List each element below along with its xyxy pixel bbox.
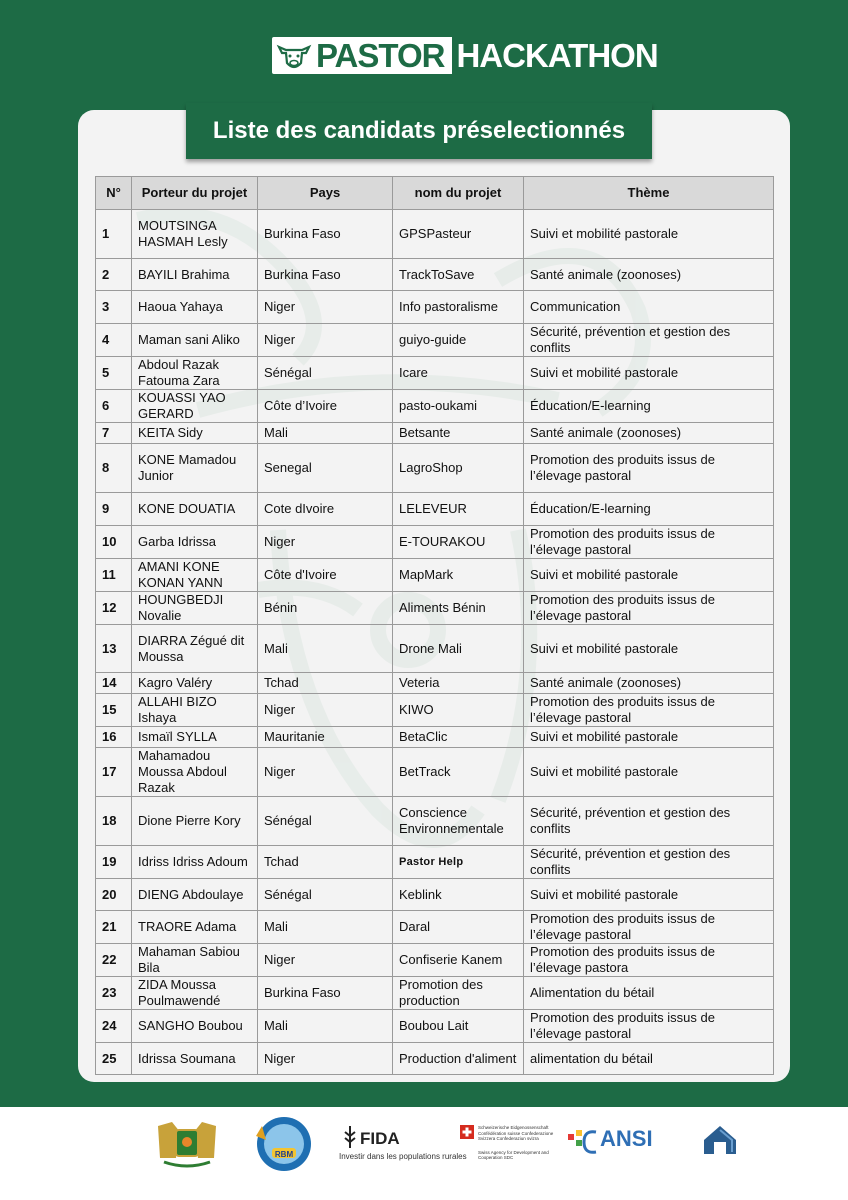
cell-number: 10 (96, 526, 132, 559)
cell-project: Production d'aliment (393, 1043, 524, 1075)
cell-theme: Promotion des produits issus de l’élevage pastoral (524, 526, 774, 559)
table-row (96, 357, 774, 390)
cell-project: TrackToSave (393, 259, 524, 291)
cell-theme: Suivi et mobilité pastorale (524, 879, 774, 911)
cell-number: 13 (96, 625, 132, 673)
fida-tagline: Investir dans les populations rurales (339, 1152, 467, 1161)
table-row (96, 1043, 774, 1075)
cell-project: Icare (393, 357, 524, 390)
cell-project: Drone Mali (393, 625, 524, 673)
cell-project: KIWO (393, 694, 524, 727)
cell-project: Info pastoralisme (393, 291, 524, 324)
cell-number: 19 (96, 846, 132, 879)
cell-country: Niger (258, 324, 393, 357)
cell-holder: TRAORE Adama (132, 911, 258, 944)
cell-number: 14 (96, 673, 132, 694)
page-title: Liste des candidats préselectionnés (186, 103, 652, 159)
cell-country: Niger (258, 694, 393, 727)
candidates-table (95, 176, 774, 1075)
cell-project: Promotion des production (393, 977, 524, 1010)
cell-country: Cote dIvoire (258, 493, 393, 526)
cell-holder: MOUTSINGA HASMAH Lesly (132, 210, 258, 259)
cell-holder: DIENG Abdoulaye (132, 879, 258, 911)
cell-theme: Alimentation du bétail (524, 977, 774, 1010)
cell-holder: DIARRA Zégué dit Moussa (132, 625, 258, 673)
table-row (96, 977, 774, 1010)
cell-holder: Idrissa Soumana (132, 1043, 258, 1075)
cell-country: Niger (258, 291, 393, 324)
cell-theme: Promotion des produits issus de l’élevage pastoral (524, 444, 774, 493)
cell-holder: Ismaïl SYLLA (132, 727, 258, 748)
table-row (96, 559, 774, 592)
header-project-name: nom du projet (393, 177, 524, 210)
cell-country: Sénégal (258, 797, 393, 846)
cell-country: Sénégal (258, 357, 393, 390)
cell-project: Daral (393, 911, 524, 944)
cell-project: Aliments Bénin (393, 592, 524, 625)
cell-project: BetTrack (393, 748, 524, 797)
table-row (96, 1010, 774, 1043)
cell-number: 4 (96, 324, 132, 357)
cell-holder: KOUASSI YAO GERARD (132, 390, 258, 423)
cell-project: MapMark (393, 559, 524, 592)
cell-holder: Kagro Valéry (132, 673, 258, 694)
table-header-row (96, 177, 774, 210)
pastor-hackathon-logo (272, 37, 658, 74)
table-row (96, 444, 774, 493)
cell-theme: Promotion des produits issus de l’élevage pastora (524, 944, 774, 977)
cell-holder: Garba Idrissa (132, 526, 258, 559)
cell-holder: KEITA Sidy (132, 423, 258, 444)
cell-holder: ZIDA Moussa Poulmawendé (132, 977, 258, 1010)
cell-project: Confiserie Kanem (393, 944, 524, 977)
table-row (96, 846, 774, 879)
cell-country: Niger (258, 1043, 393, 1075)
cell-holder: Haoua Yahaya (132, 291, 258, 324)
cell-country: Tchad (258, 846, 393, 879)
cell-theme: Sécurité, prévention et gestion des conflits (524, 846, 774, 879)
cell-number: 16 (96, 727, 132, 748)
cell-number: 18 (96, 797, 132, 846)
cell-country: Niger (258, 748, 393, 797)
table-row (96, 423, 774, 444)
brand-part-pastor: PASTOR (316, 37, 445, 74)
cell-country: Côte d'Ivoire (258, 559, 393, 592)
cell-country: Mali (258, 911, 393, 944)
cell-country: Burkina Faso (258, 977, 393, 1010)
cell-project: E-TOURAKOU (393, 526, 524, 559)
cell-country: Sénégal (258, 879, 393, 911)
cell-number: 24 (96, 1010, 132, 1043)
cell-theme: Communication (524, 291, 774, 324)
cell-number: 25 (96, 1043, 132, 1075)
cell-theme: Promotion des produits issus de l’élevage pastoral (524, 592, 774, 625)
cell-holder: Abdoul Razak Fatouma Zara (132, 357, 258, 390)
table-row (96, 526, 774, 559)
cell-holder: SANGHO Boubou (132, 1010, 258, 1043)
rbm-logo-icon (250, 1114, 314, 1174)
ansi-logo-text: ANSI (600, 1126, 653, 1151)
cell-theme: Suivi et mobilité pastorale (524, 559, 774, 592)
table-row (96, 879, 774, 911)
cell-theme: alimentation du bétail (524, 1043, 774, 1075)
table-row (96, 673, 774, 694)
cell-country: Mali (258, 625, 393, 673)
cell-holder: AMANI KONE KONAN YANN (132, 559, 258, 592)
cell-holder: BAYILI Brahima (132, 259, 258, 291)
cell-number: 7 (96, 423, 132, 444)
table-row (96, 944, 774, 977)
brand-part-hackathon: HACKATHON (456, 37, 658, 74)
cell-number: 22 (96, 944, 132, 977)
table-row (96, 210, 774, 259)
cell-number: 2 (96, 259, 132, 291)
fida-logo-text: FIDA (360, 1129, 400, 1148)
cell-project: LELEVEUR (393, 493, 524, 526)
table-row (96, 727, 774, 748)
cell-holder: Maman sani Aliko (132, 324, 258, 357)
cell-country: Côte d’Ivoire (258, 390, 393, 423)
cell-number: 17 (96, 748, 132, 797)
cell-number: 3 (96, 291, 132, 324)
cell-theme: Sécurité, prévention et gestion des conflits (524, 324, 774, 357)
cell-holder: Mahaman Sabiou Bila (132, 944, 258, 977)
cell-holder: ALLAHI BIZO Ishaya (132, 694, 258, 727)
cell-theme: Santé animale (zoonoses) (524, 259, 774, 291)
table-row (96, 259, 774, 291)
cell-theme: Éducation/E-learning (524, 493, 774, 526)
table-row (96, 911, 774, 944)
cell-country: Mali (258, 1010, 393, 1043)
cell-number: 8 (96, 444, 132, 493)
cow-icon (276, 41, 312, 71)
cell-holder: HOUNGBEDJI Novalie (132, 592, 258, 625)
swiss-confederation-text (478, 1125, 558, 1161)
cell-country: Burkina Faso (258, 210, 393, 259)
cell-project: Pastor Help (393, 846, 524, 879)
cell-project: Veteria (393, 673, 524, 694)
cell-theme: Suivi et mobilité pastorale (524, 210, 774, 259)
cell-project: Boubou Lait (393, 1010, 524, 1043)
table-row (96, 592, 774, 625)
cell-country: Bénin (258, 592, 393, 625)
cell-country: Niger (258, 944, 393, 977)
cell-number: 11 (96, 559, 132, 592)
cell-theme: Promotion des produits issus de l’élevage pastoral (524, 1010, 774, 1043)
rbm-text: RBM (274, 1150, 294, 1159)
cell-theme: Promotion des produits issus de l’élevage pastoral (524, 694, 774, 727)
cell-holder: KONE Mamadou Junior (132, 444, 258, 493)
cell-theme: Suivi et mobilité pastorale (524, 727, 774, 748)
cell-project: Conscience Environnementale (393, 797, 524, 846)
cell-holder: Idriss Idriss Adoum (132, 846, 258, 879)
cell-theme: Suivi et mobilité pastorale (524, 748, 774, 797)
cell-theme: Suivi et mobilité pastorale (524, 357, 774, 390)
table-row (96, 694, 774, 727)
cell-theme: Suivi et mobilité pastorale (524, 625, 774, 673)
cell-theme: Promotion des produits issus de l’élevage pastoral (524, 911, 774, 944)
swiss-sdc: Swiss Agency for Development and Cooperation SDC (478, 1149, 549, 1160)
cell-country: Tchad (258, 673, 393, 694)
cell-holder: Mahamadou Moussa Abdoul Razak (132, 748, 258, 797)
header-theme: Thème (524, 177, 774, 210)
cell-project: BetaClic (393, 727, 524, 748)
cell-project: Keblink (393, 879, 524, 911)
table-row (96, 493, 774, 526)
cell-theme: Sécurité, prévention et gestion des conflits (524, 797, 774, 846)
swiss-lines: Schweizerische Eidgenossenschaft Confédération suisse Confederazione Svizzera Confederaziun svizra (478, 1125, 554, 1141)
ansi-symbol-icon (566, 1126, 598, 1156)
house-logo-icon (702, 1124, 738, 1156)
cell-theme: Santé animale (zoonoses) (524, 423, 774, 444)
cell-project: LagroShop (393, 444, 524, 493)
cell-number: 1 (96, 210, 132, 259)
cell-number: 15 (96, 694, 132, 727)
table-row (96, 390, 774, 423)
cell-country: Burkina Faso (258, 259, 393, 291)
cell-project: Betsante (393, 423, 524, 444)
cell-holder: Dione Pierre Kory (132, 797, 258, 846)
cell-number: 23 (96, 977, 132, 1010)
header-number: N° (96, 177, 132, 210)
cell-number: 20 (96, 879, 132, 911)
cell-country: Mali (258, 423, 393, 444)
cell-number: 21 (96, 911, 132, 944)
cell-number: 12 (96, 592, 132, 625)
cell-number: 5 (96, 357, 132, 390)
cell-holder: KONE DOUATIA (132, 493, 258, 526)
table-row (96, 625, 774, 673)
table-row (96, 324, 774, 357)
table-row (96, 291, 774, 324)
cell-country: Mauritanie (258, 727, 393, 748)
cell-number: 9 (96, 493, 132, 526)
header-project-holder: Porteur du projet (132, 177, 258, 210)
cell-theme: Santé animale (zoonoses) (524, 673, 774, 694)
cell-number: 6 (96, 390, 132, 423)
cell-project: GPSPasteur (393, 210, 524, 259)
fida-wheat-icon (341, 1124, 359, 1150)
cell-country: Senegal (258, 444, 393, 493)
cell-project: guiyo-guide (393, 324, 524, 357)
cell-country: Niger (258, 526, 393, 559)
swiss-flag-icon (460, 1125, 474, 1139)
cell-theme: Éducation/E-learning (524, 390, 774, 423)
table-row (96, 748, 774, 797)
niger-coat-of-arms-icon (150, 1118, 224, 1170)
cell-project: pasto-oukami (393, 390, 524, 423)
table-row (96, 797, 774, 846)
header-country: Pays (258, 177, 393, 210)
